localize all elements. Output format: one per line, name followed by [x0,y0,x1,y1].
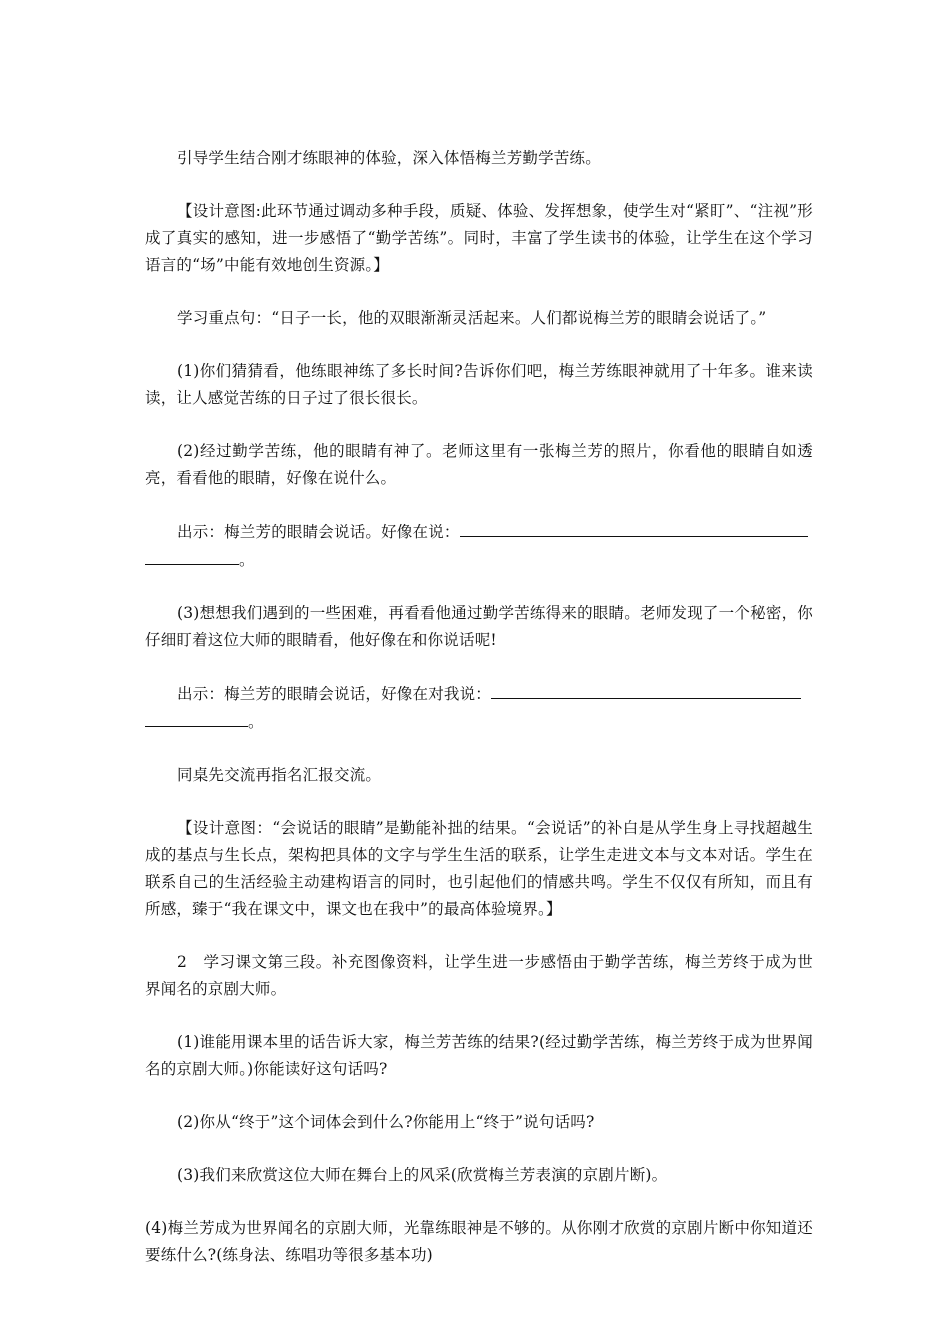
answer-blank-line [145,546,239,565]
answer-blank-line [145,708,248,727]
fill-in-prompt-1: 出示：梅兰芳的眼睛会说话。好像在说： [177,523,460,541]
paragraph-design-intent-2: 【设计意图：“会说话的眼睛”是勤能补拙的结果。“会说话”的补白是从学生身上寻找超越生成的基点与生长点，架构把具体的文字与学生生活的联系，让学生走进文本与文本对话。学生在联系自己的生活经验主动建构语言的同时，也引起他们的情感共鸣。学生不仅仅有所知，而且有所感，臻于“我在课文中，课文也在我中”的最高体验境界。】 [145,819,813,918]
paragraph-question-1: (1)你们猜猜看，他练眼神练了多长时间?告诉你们吧，梅兰芳练眼神就用了十年多。谁来读读，让人感觉苦练的日子过了很长很长。 [145,362,813,407]
paragraph-sub-question-1: (1)谁能用课本里的话告诉大家，梅兰芳苦练的结果?(经过勤学苦练，梅兰芳终于成为世界闻名的京剧大师。)你能读好这句话吗? [145,1033,813,1078]
paragraph-sub-question-4: (4)梅兰芳成为世界闻名的京剧大师，光靠练眼神是不够的。从你刚才欣赏的京剧片断中你知道还要练什么?(练身法、练唱功等很多基本功) [145,1219,813,1264]
fill-in-end-mark-2: 。 [248,713,264,731]
fill-in-blank-1 [145,518,813,574]
fill-in-blank-2 [145,680,813,736]
answer-blank-line [460,518,808,537]
answer-blank-line [491,680,801,699]
paragraph-sub-question-2: (2)你从“终于”这个词体会到什么?你能用上“终于”说句话吗? [177,1113,595,1131]
paragraph-question-3: (3)想想我们遇到的一些困难，再看看他通过勤学苦练得来的眼睛。老师发现了一个秘密，你仔细盯着这位大师的眼睛看，他好像在和你说话呢! [145,604,813,649]
document-page [145,145,813,1295]
fill-in-prompt-2: 出示：梅兰芳的眼睛会说话，好像在对我说： [177,685,492,703]
paragraph-section-3: 2 学习课文第三段。补充图像资料，让学生进一步感悟由于勤学苦练，梅兰芳终于成为世界闻名的京剧大师。 [145,953,813,998]
paragraph-sub-question-3: (3)我们来欣赏这位大师在舞台上的风采(欣赏梅兰芳表演的京剧片断)。 [177,1166,668,1184]
paragraph-peer-exchange: 同桌先交流再指名汇报交流。 [177,766,382,784]
paragraph-key-sentence: 学习重点句：“日子一长，他的双眼渐渐灵活起来。人们都说梅兰芳的眼睛会说话了。” [177,309,767,327]
fill-in-end-mark-1: 。 [239,551,255,569]
paragraph-design-intent-1: 【设计意图:此环节通过调动多种手段，质疑、体验、发挥想象，使学生对“紧盯”、“注视”形成了真实的感知，进一步感悟了“勤学苦练”。同时，丰富了学生读书的体验，让学生在这个学习语言的“场”中能有效地创生资源。】 [145,202,813,274]
paragraph-question-2: (2)经过勤学苦练，他的眼睛有神了。老师这里有一张梅兰芳的照片，你看他的眼睛自如透亮，看看他的眼睛，好像在说什么。 [145,442,813,487]
paragraph-intro: 引导学生结合刚才练眼神的体验，深入体悟梅兰芳勤学苦练。 [177,149,601,167]
